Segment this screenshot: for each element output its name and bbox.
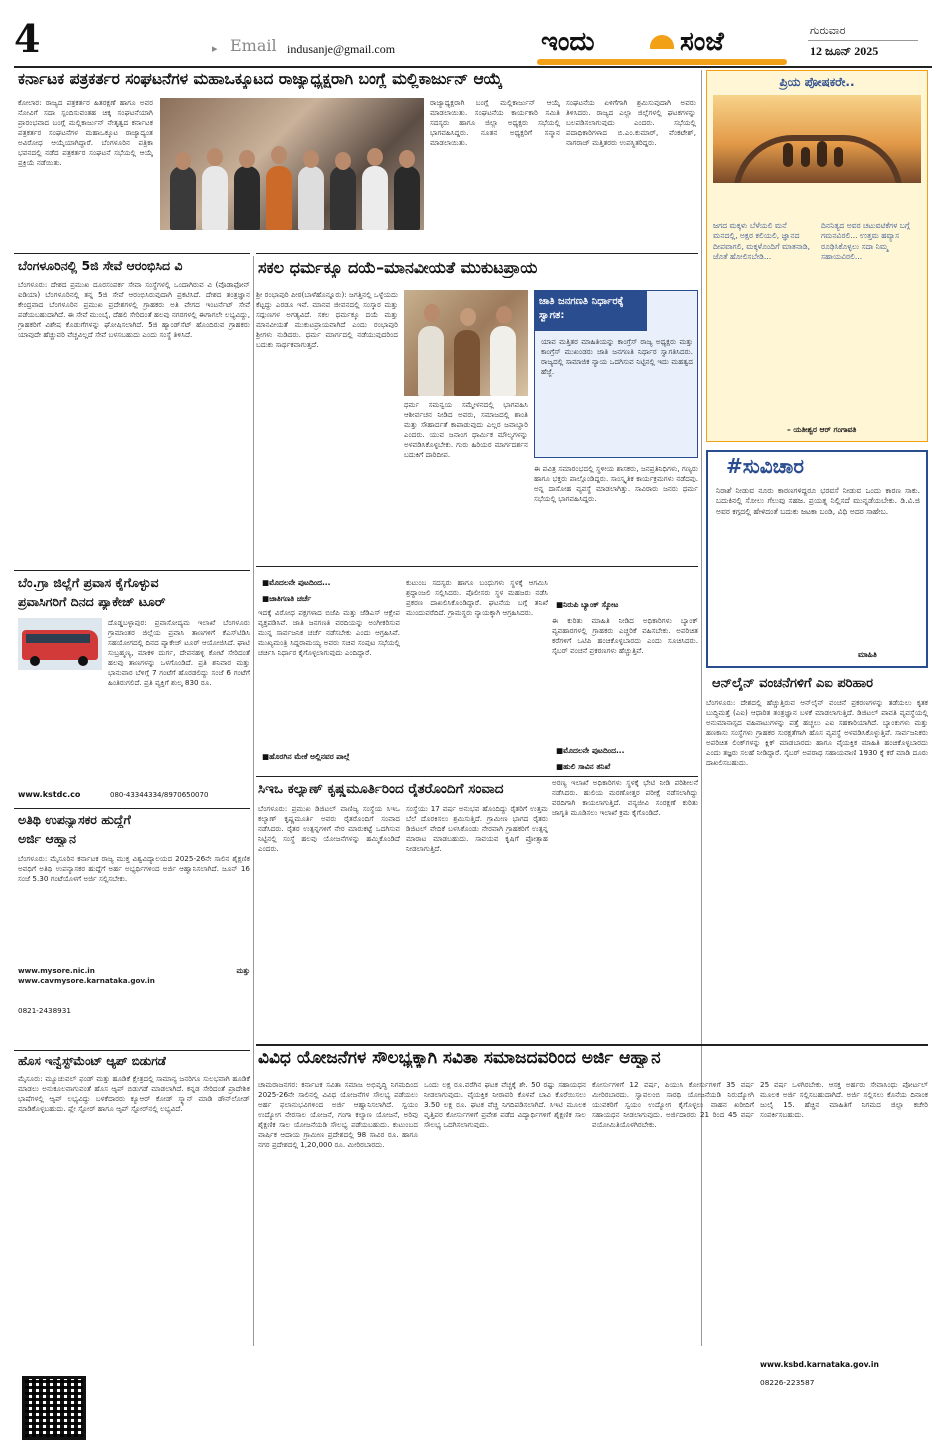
suvichara-text: ನಿರಾಶೆ ನೀಡುವ ನೂರು ಕಾರಣಗಳಿದ್ದರೂ ಭರವಸೆ ನೀಡುವ ಒಂದು ಕಾರಣ ಸಾಕು. ಬದುಕಿನಲ್ಲಿ ಸೋಲು ಗೆಲುವು ಸಹಜ. ಪ್ರಯತ್ನ ನಿಲ್ಲಿಸದೆ ಮುನ್ನಡೆಯಬೇಕು. ಡಿ.ವಿ.ಜಿ ಅವರ ಕಗ್ಗದಲ್ಲಿ ಹೇಳಿದಂತೆ ಬದುಕು ಜಟಕಾ ಬಂಡಿ, ವಿಧಿ ಅದರ ಸಾಹೇಬ. xyxy=(716,486,920,516)
masthead-rule xyxy=(14,66,932,68)
sun-icon xyxy=(650,35,674,49)
mid-text-c: ಈ ಕುರಿತು ಮಾಹಿತಿ ನೀಡಿದ ಅಧಿಕಾರಿಗಳು ಬ್ಯಾಂಕ್ ವ್ಯವಹಾರಗಳಲ್ಲಿ ಗ್ರಾಹಕರು ಎಚ್ಚರಿಕೆ ವಹಿಸಬೇಕು. ಅಪರಿಚಿತ ಕರೆಗಳಿಗೆ ಒಟಿಪಿ ಹಂಚಿಕೊಳ್ಳಬಾರದು ಎಂದು ಸೂಚಿಸಿದರು. ಸೈಬರ್ ವಂಚನೆ ಪ್ರಕರಣಗಳು ಹೆಚ್ಚುತ್ತಿವೆ. xyxy=(552,616,698,655)
5g-body: ಬೆಂಗಳೂರು: ದೇಶದ ಪ್ರಮುಖ ದೂರಸಂಪರ್ಕ ಸೇವಾ ಸಂಸ್ಥೆಗಳಲ್ಲಿ ಒಂದಾಗಿರುವ ವಿ (ವೊಡಾಫೋನ್ ಐಡಿಯಾ) ಬೆಂಗಳೂರಿನಲ್ಲಿ ತನ್ನ 5ಜಿ ಸೇವೆ ಆರಂಭಿಸಿರುವುದಾಗಿ ಪ್ರಕಟಿಸಿದೆ. ದೇಶದ ತಂತ್ರಜ್ಞಾನ ಕೇಂದ್ರವಾದ ಬೆಂಗಳೂರಿನ ಪ್ರಮುಖ ಪ್ರದೇಶಗಳಲ್ಲಿ ಗ್ರಾಹಕರು ಅತಿ ವೇಗದ ಇಂಟರ್ನೆಟ್ ಸೇವೆ ಪಡೆಯಬಹುದಾಗಿದೆ. ಈ ಸೇವೆ ಮುಂಬೈ, ದೆಹಲಿ ಸೇರಿದಂತೆ ಹಲವು ನಗರಗಳಲ್ಲಿ ಈಗಾಗಲೇ ಲಭ್ಯವಿದ್ದು, ಗ್ರಾಹಕರಿಗೆ ವಿಶೇಷ ಕೊಡುಗೆಗಳನ್ನು ಘೋಷಿಸಲಾಗಿದೆ. 5ಜಿ ಹ್ಯಾಂಡ್‌ಸೆಟ್ ಹೊಂದಿರುವ ಗ್ರಾಹಕರು ಯಾವುದೇ ಹೆಚ್ಚುವರಿ ವೆಚ್ಚವಿಲ್ಲದೆ ಸೇವೆ ಬಳಸಬಹುದು ಎಂದು ಸಂಸ್ಥೆ ತಿಳಿಸಿದೆ. xyxy=(18,280,250,339)
newspaper-logo xyxy=(535,27,790,67)
lecturer-headline-1: ಅತಿಥಿ ಉಪನ್ಯಾಸಕರ ಹುದ್ದೆಗೆ xyxy=(18,812,131,827)
lecturer-website[interactable]: www.mysore.nic.in ಮತ್ತು www.cavmysore.karnataka.gov.in xyxy=(18,966,250,985)
savitha-col-3: ಕೋರ್ಸುಗಳಿಗೆ 12 ವರ್ಷ, ಪಿಯುಸಿ ಕೋರ್ಸುಗಳಿಗೆ 35 ವರ್ಷ ಮೀರಿರಬಾರದು. ಸ್ವಾವಲಂಬಿ ಸಾರಥಿ ಯೋಜನೆಯಡಿ ನಿರುದ್ಯೋಗಿ ಯುವಕರಿಗೆ ಸ್ವಯಂ ಉದ್ಯೋಗ ಕೈಗೊಳ್ಳಲು ವಾಹನ ಖರೀದಿಗೆ ಸಹಾಯಧನ ನೀಡಲಾಗುವುದು. ಅರ್ಜಿದಾರರು 21 ರಿಂದ 45 ವರ್ಷ ವಯೋಮಿತಿಯೊಳಗಿರಬೇಕು. xyxy=(592,1080,754,1129)
section-label-f: ■ ಹುಲಿ ಸಾವಿನ ತನಿಖೆ xyxy=(552,762,614,772)
tour-phone: 080-43344334/8970650070 xyxy=(110,791,209,799)
fraud-headline: ಆನ್‌ಲೈನ್ ವಂಚನೆಗಳಿಗೆ ಎಐ ಪರಿಹಾರ xyxy=(712,676,873,691)
fraud-body: ಬೆಂಗಳೂರು: ದೇಶದಲ್ಲಿ ಹೆಚ್ಚುತ್ತಿರುವ ಆನ್‌ಲೈನ್ ವಂಚನೆ ಪ್ರಕರಣಗಳನ್ನು ತಡೆಯಲು ಕೃತಕ ಬುದ್ಧಿಮತ್ತೆ (ಎಐ) ಆಧಾರಿತ ತಂತ್ರಜ್ಞಾನ ಬಳಕೆ ಮಾಡಲಾಗುತ್ತಿದೆ. ಡಿಜಿಟಲ್ ಪಾವತಿ ವ್ಯವಸ್ಥೆಯಲ್ಲಿ ಅನುಮಾನಾಸ್ಪದ ವಹಿವಾಟುಗಳನ್ನು ಪತ್ತೆ ಹಚ್ಚಲು ಎಐ ಸಹಕಾರಿಯಾಗಿದೆ. ಬ್ಯಾಂಕುಗಳು ಮತ್ತು ಹಣಕಾಸು ಸಂಸ್ಥೆಗಳು ಗ್ರಾಹಕರ ಸುರಕ್ಷತೆಗಾಗಿ ಹೊಸ ವ್ಯವಸ್ಥೆ ಅಳವಡಿಸಿಕೊಳ್ಳುತ್ತಿವೆ. ಸಾರ್ವಜನಿಕರು ಅಪರಿಚಿತ ಲಿಂಕ್‌ಗಳನ್ನು ಕ್ಲಿಕ್ ಮಾಡಬಾರದು ಹಾಗೂ ವೈಯಕ್ತಿಕ ಮಾಹಿತಿ ಹಂಚಿಕೊಳ್ಳಬಾರದು ಎಂದು ತಜ್ಞರು ಸಲಹೆ ನೀಡಿದ್ದಾರೆ. ಸೈಬರ್ ಅಪರಾಧ ಸಹಾಯವಾಣಿ 1930 ಕ್ಕೆ ಕರೆ ಮಾಡಿ ದೂರು ದಾಖಲಿಸಬಹುದು. xyxy=(706,698,928,767)
dharma-col-2: ಧರ್ಮ ಸಮನ್ವಯ ಸಮ್ಮೇಳನದಲ್ಲಿ ಭಾಗವಹಿಸಿ ಆಶೀರ್ವಚನ ನೀಡಿದ ಅವರು, ಸಮಾಜದಲ್ಲಿ ಶಾಂತಿ ಮತ್ತು ಸೌಹಾರ್ದತೆ ಕಾಪಾಡುವುದು ಎಲ್ಲರ ಜವಾಬ್ದಾರಿ ಎಂದರು. ಯುವ ಜನಾಂಗ ಧಾರ್ಮಿಕ ಮೌಲ್ಯಗಳನ್ನು ಅಳವಡಿಸಿಕೊಳ್ಳಬೇಕು. ಗುರು ಹಿರಿಯರ ಮಾರ್ಗದರ್ಶನ ಬದುಕಿಗೆ ದಾರಿದೀಪ. xyxy=(404,400,528,459)
lead-headline: ಕರ್ನಾಟಕ ಪತ್ರಕರ್ತರ ಸಂಘಟನೆಗಳ ಮಹಾಒಕ್ಕೂಟದ ರಾಜ್ಯಾಧ್ಯಕ್ಷರಾಗಿ ಬಂಗ್ಲೆ ಮಲ್ಲಿಕಾರ್ಜುನ್ ಆಯ್ಕೆ xyxy=(18,70,503,88)
savitha-website[interactable]: www.ksbd.karnataka.gov.in xyxy=(760,1360,879,1369)
bus-image xyxy=(18,618,102,670)
app-body-top: ಮೈಸೂರು: ಮ್ಯೂಚುವಲ್ ಫಂಡ್ ಮತ್ತು ಹೂಡಿಕೆ ಕ್ಷೇತ್ರದಲ್ಲಿ ಸಾಮಾನ್ಯ ಜನರಿಗೂ ಸುಲಭವಾಗಿ ಹೂಡಿಕೆ ಮಾಡಲು ಅನುಕೂಲವಾಗುವಂತೆ ಹೊಸ ಆ್ಯಪ್ ಬಿಡುಗಡೆ ಮಾಡಲಾಗಿದೆ. ಕನ್ನಡ ಸೇರಿದಂತೆ ಪ್ರಾದೇಶಿಕ ಭಾಷೆಗಳಲ್ಲಿ ಆ್ಯಪ್ ಲಭ್ಯವಿದ್ದು ಬಳಕೆದಾರರು ಕ್ಯೂಆರ್ ಕೋಡ್ ಸ್ಕ್ಯಾನ್ ಮಾಡಿ ಡೌನ್‌ಲೋಡ್ ಮಾಡಿಕೊಳ್ಳಬಹುದು. ಪ್ಲೇ ಸ್ಟೋರ್ ಹಾಗೂ ಆ್ಯಪ್ ಸ್ಟೋರ್‌ನಲ್ಲಿ ಲಭ್ಯವಿದೆ. xyxy=(18,1074,250,1113)
savitha-col-4: 25 ವರ್ಷ ಒಳಗಿರಬೇಕು. ಆಸಕ್ತ ಅರ್ಹರು ಸೇವಾಸಿಂಧು ಪೋರ್ಟಲ್ ಮೂಲಕ ಅರ್ಜಿ ಸಲ್ಲಿಸಬಹುದಾಗಿದೆ. ಅರ್ಜಿ ಸಲ್ಲಿಸಲು ಕೊನೆಯ ದಿನಾಂಕ ಜುಲೈ 15. ಹೆಚ್ಚಿನ ಮಾಹಿತಿಗೆ ನಿಗಮದ ಜಿಲ್ಲಾ ಕಚೇರಿ ಸಂಪರ್ಕಿಸಬಹುದು. xyxy=(760,1080,928,1119)
suvichara-title: #ಸುವಿಚಾರ xyxy=(726,454,804,478)
dharma-headline: ಸಕಲ ಧರ್ಮಕ್ಕೂ ದಯೆ–ಮಾನವೀಯತೆ ಮುಕುಟಪ್ರಾಯ xyxy=(258,258,538,277)
section-label-a: ■ ಮೊದಲನೇ ಪುಟದಿಂದ... xyxy=(258,578,335,588)
savitha-phone: 08226-223587 xyxy=(760,1378,815,1387)
lecturer-phone: 0821-2438931 xyxy=(18,1006,71,1015)
panel-title: ಪ್ರಿಯ ಪೋಷಕರೇ.. xyxy=(779,75,855,89)
app-headline: ಹೊಸ ಇನ್ವೆಸ್ಟ್‌ಮೆಂಟ್ ಆ್ಯಪ್ ಬಿಡುಗಡೆ xyxy=(18,1054,166,1068)
lead-col-1: ಕೋಲಾರ: ರಾಜ್ಯದ ಪತ್ರಕರ್ತರ ಹಿತರಕ್ಷಣೆ ಹಾಗೂ ಅವರ ನೋವಿಗೆ ಸದಾ ಸ್ಪಂದಿಸುವಂತಹ ಚಿಕ್ಕ ಸಂಘಟನೆಯಾಗಿ ಪ್ರಾರಂಭವಾದ ಬಂಗ್ಲೆ ಮಲ್ಲಿಕಾರ್ಜುನ್ ನೇತೃತ್ವದ ಕರ್ನಾಟಕ ಪತ್ರಕರ್ತರ ಸಂಘಟನೆಗಳ ಮಹಾಒಕ್ಕೂಟ ರಾಜ್ಯಾದ್ಯಂತ ಅವಿರೋಧ ಆಯ್ಕೆಯಾಗಿದ್ದಾರೆ. ಬೆಂಗಳೂರಿನ ಪತ್ರಿಕಾ ಭವನದಲ್ಲಿ ನಡೆದ ಪತ್ರಕರ್ತರ ಸಂಘಟನೆ ಸಭೆಯಲ್ಲಿ ಆಯ್ಕೆ ಪ್ರಕ್ರಿಯೆ ನಡೆಯಿತು. xyxy=(18,98,153,167)
caste-census-box xyxy=(534,290,698,458)
caste-census-title: ಜಾತಿ ಜನಗಣತಿ ನಿರ್ಧಾರಕ್ಕೆ ಸ್ವಾಗತ: xyxy=(535,291,647,331)
panel-footer: – ಯತೀಶ್ವರ ಆರ್ ಗಂಗಾವತಿ xyxy=(787,425,857,434)
lecturer-body: ಬೆಂಗಳೂರು: ಮೈಸೂರಿನ ಕರ್ನಾಟಕ ರಾಜ್ಯ ಮುಕ್ತ ವಿಶ್ವವಿದ್ಯಾಲಯದ 2025-26ನೇ ಸಾಲಿನ ಶೈಕ್ಷಣಿಕ ಅವಧಿಗೆ ಅತಿಥಿ ಉಪನ್ಯಾಸಕರ ಹುದ್ದೆಗೆ ಅರ್ಹ ಅಭ್ಯರ್ಥಿಗಳಿಂದ ಅರ್ಜಿ ಆಹ್ವಾನಿಸಲಾಗಿದೆ. ಜೂನ್ 16 ಸಂಜೆ 5.30 ಗಂಟೆಯೊಳಗೆ ಅರ್ಜಿ ಸಲ್ಲಿಸಬೇಕು. xyxy=(18,854,250,883)
tour-headline-2: ಪ್ರವಾಸಿಗರಿಗೆ ದಿನದ ಪ್ಯಾಕೇಜ್ ಟೂರ್ xyxy=(18,594,166,609)
mid-text-a: ಇದಕ್ಕೆ ವಿರೋಧ ಪಕ್ಷಗಳಾದ ಬಿಜೆಪಿ ಮತ್ತು ಜೆಡಿಎಸ್ ಆಕ್ಷೇಪ ವ್ಯಕ್ತಪಡಿಸಿವೆ. ಜಾತಿ ಜನಗಣತಿ ವರದಿಯನ್ನು ಅಂಗೀಕರಿಸುವ ಮುನ್ನ ಸಾರ್ವಜನಿಕ ಚರ್ಚೆ ನಡೆಸಬೇಕು ಎಂದು ಆಗ್ರಹಿಸಿವೆ. ಮುಖ್ಯಮಂತ್ರಿ ಸಿದ್ದರಾಮಯ್ಯ ಅವರು ಸಚಿವ ಸಂಪುಟ ಸಭೆಯಲ್ಲಿ ಚರ್ಚಿಸಿ ನಿರ್ಧಾರ ಕೈಗೊಳ್ಳಲಾಗುವುದು ಎಂದಿದ್ದಾರೆ. xyxy=(258,608,400,657)
ceo-col-2: ಸಂಸ್ಥೆಯು 17 ವರ್ಷ ಅನುಭವ ಹೊಂದಿದ್ದು ರೈತರಿಗೆ ಉತ್ತಮ ಬೆಲೆ ದೊರಕಿಸಲು ಶ್ರಮಿಸುತ್ತಿದೆ. ಗ್ರಾಮೀಣ ಭಾಗದ ರೈತರು ಡಿಜಿಟಲ್ ವೇದಿಕೆ ಬಳಸಿಕೊಂಡು ನೇರವಾಗಿ ಗ್ರಾಹಕರಿಗೆ ಉತ್ಪನ್ನ ಮಾರಾಟ ಮಾಡಬಹುದು. ಸಾವಯವ ಕೃಷಿಗೆ ಪ್ರೋತ್ಸಾಹ ನೀಡಲಾಗುತ್ತಿದೆ. xyxy=(406,804,548,853)
dharma-photo xyxy=(404,290,528,396)
logo-text-right: ಸಂಜೆ xyxy=(680,27,724,57)
savitha-col-2: ಒಂದು ಲಕ್ಷ ರೂ.ವರೆಗಿನ ಘಟಕ ವೆಚ್ಚಕ್ಕೆ ಶೇ. 50 ರಷ್ಟು ಸಹಾಯಧನ ನೀಡಲಾಗುವುದು. ವೈಯಕ್ತಿಕ ನೀರಾವರಿ ಕೊಳವೆ ಬಾವಿ ಕೊರೆಯಿಸಲು 3.50 ಲಕ್ಷ ರೂ. ಘಟಕ ವೆಚ್ಚ ನಿಗದಿಪಡಿಸಲಾಗಿದೆ. ಸಿಇಟಿ ಮೂಲಕ ವೃತ್ತಿಪರ ಕೋರ್ಸುಗಳಿಗೆ ಪ್ರವೇಶ ಪಡೆದ ವಿದ್ಯಾರ್ಥಿಗಳಿಗೆ ಶೈಕ್ಷಣಿಕ ಸಾಲ ಸೌಲಭ್ಯ ಒದಗಿಸಲಾಗುವುದು. xyxy=(424,1080,586,1129)
lead-photo xyxy=(160,98,424,230)
logo-text-left: ಇಂದು xyxy=(541,27,595,57)
panel-right-col: ದಿನನಿತ್ಯದ ಅವರ ಚಟುವಟಿಕೆಗಳ ಬಗ್ಗೆ ಗಮನವಿರಲಿ... ಉತ್ತಮ ಹವ್ಯಾಸ ರೂಢಿಸಿಕೊಳ್ಳಲು ಸದಾ ನಿಮ್ಮ ಸಹಾಯವಿರಲಿ... xyxy=(821,221,910,262)
savitha-headline: ವಿವಿಧ ಯೋಜನೆಗಳ ಸೌಲಭ್ಯಕ್ಕಾಗಿ ಸವಿತಾ ಸಮಾಜದವರಿಂದ ಅರ್ಜಿ ಆಹ್ವಾನ xyxy=(258,1048,661,1068)
dharma-col-3: ಈ ಪವಿತ್ರ ಸಮಾರಂಭದಲ್ಲಿ ಸ್ಥಳೀಯ ಶಾಸಕರು, ಜನಪ್ರತಿನಿಧಿಗಳು, ಗಣ್ಯರು ಹಾಗೂ ಭಕ್ತರು ಪಾಲ್ಗೊಂಡಿದ್ದರು. ಸಾಂಸ್ಕೃತಿಕ ಕಾರ್ಯಕ್ರಮಗಳು ನಡೆದವು. ಅನ್ನ ದಾಸೋಹ ವ್ಯವಸ್ಥೆ ಮಾಡಲಾಗಿತ್ತು. ಸಾವಿರಾರು ಜನರು ಧರ್ಮ ಸಭೆಯಲ್ಲಿ ಭಾಗವಹಿಸಿದ್ದರು. xyxy=(534,464,698,503)
date-label: 12 ಜೂನ್ 2025 xyxy=(810,44,879,58)
lead-col-2: ರಾಜ್ಯಾಧ್ಯಕ್ಷರಾಗಿ ಬಂಗ್ಲೆ ಮಲ್ಲಿಕಾರ್ಜುನ್ ಆಯ್ಕೆ ಮಾಡಲಾಯಿತು. ಸಂಘಟನೆಯ ಕಾರ್ಯಕಾರಿ ಸಮಿತಿ ಸದಸ್ಯರು ಹಾಗೂ ಜಿಲ್ಲಾ ಅಧ್ಯಕ್ಷರು ಸಭೆಯಲ್ಲಿ ಭಾಗವಹಿಸಿದ್ದರು. ನೂತನ ಅಧ್ಯಕ್ಷರಿಗೆ ಸನ್ಮಾನ ಮಾಡಲಾಯಿತು. xyxy=(430,98,560,147)
panel-sunset-image xyxy=(713,95,921,183)
lead-col-3: ಸಂಘಟನೆಯ ಏಳಿಗೆಗಾಗಿ ಶ್ರಮಿಸುವುದಾಗಿ ಅವರು ತಿಳಿಸಿದರು. ರಾಜ್ಯದ ಎಲ್ಲಾ ಜಿಲ್ಲೆಗಳಲ್ಲಿ ಘಟಕಗಳನ್ನು ಬಲಪಡಿಸಲಾಗುವುದು ಎಂದರು. ಸಭೆಯಲ್ಲಿ ಪದಾಧಿಕಾರಿಗಳಾದ ಬಿ.ಎಂ.ಕುಮಾರ್, ವೆಂಕಟೇಶ್, ನಾಗರಾಜ್ ಮತ್ತಿತರರು ಉಪಸ್ಥಿತರಿದ್ದರು. xyxy=(566,98,696,147)
tour-body: ದೊಡ್ಡಬಳ್ಳಾಪುರ: ಪ್ರವಾಸೋದ್ಯಮ ಇಲಾಖೆ ಬೆಂಗಳೂರು ಗ್ರಾಮಾಂತರ ಜಿಲ್ಲೆಯ ಪ್ರವಾಸಿ ತಾಣಗಳಿಗೆ ಕೆಎಸ್‌ಟಿಡಿಸಿ ಸಹಯೋಗದಲ್ಲಿ ದಿನದ ಪ್ಯಾಕೇಜ್ ಟೂರ್ ಆಯೋಜಿಸಿದೆ. ಘಾಟಿ ಸುಬ್ರಹ್ಮಣ್ಯ, ಮಾಕಳಿ ದುರ್ಗ, ದೇವನಹಳ್ಳಿ ಕೋಟೆ ಸೇರಿದಂತೆ ಹಲವು ತಾಣಗಳನ್ನು ಒಳಗೊಂಡಿದೆ. ಪ್ರತಿ ಶನಿವಾರ ಮತ್ತು ಭಾನುವಾರ ಬೆಳಿಗ್ಗೆ 7 ಗಂಟೆಗೆ ಹೊರಡಲಿದ್ದು ಸಂಜೆ 6 ಗಂಟೆಗೆ ಹಿಂತಿರುಗಲಿದೆ. ಪ್ರತಿ ವ್ಯಕ್ತಿಗೆ ಶುಲ್ಕ 830 ರೂ. xyxy=(108,618,250,687)
mid-text-d: ಅರಣ್ಯ ಇಲಾಖೆ ಅಧಿಕಾರಿಗಳು ಸ್ಥಳಕ್ಕೆ ಭೇಟಿ ನೀಡಿ ಪರಿಶೀಲನೆ ನಡೆಸಿದರು. ಹುಲಿಯ ಮರಣೋತ್ತರ ಪರೀಕ್ಷೆ ನಡೆಸಲಾಗಿದ್ದು ವರದಿಗಾಗಿ ಕಾಯಲಾಗುತ್ತಿದೆ. ವನ್ಯಜೀವಿ ಸಂರಕ್ಷಣೆ ಕುರಿತು ಜಾಗೃತಿ ಮೂಡಿಸಲು ಇಲಾಖೆ ಕ್ರಮ ಕೈಗೊಂಡಿದೆ. xyxy=(552,778,698,817)
section-label-c: ■ ಹೊರಗಿನ ಮೇಕೆ ಅಲ್ಲಿನವರ ಪಾಲ್ಗೆ xyxy=(258,752,353,762)
page-number: 4 xyxy=(14,16,41,61)
section-label-b: ■ ಜಾತಿಗಣತಿ ಚರ್ಚೆ xyxy=(258,594,315,604)
ceo-headline: ಸಿಇಒ ಕಲ್ಯಾಣ್ ಕೃಷ್ಣಮೂರ್ತಿರಿಂದ ರೈತರೊಂದಿಗೆ ಸಂವಾದ xyxy=(258,781,504,797)
ceo-col-1: ಬೆಂಗಳೂರು: ಪ್ರಮುಖ ಡಿಜಿಟಲ್ ವಾಣಿಜ್ಯ ಸಂಸ್ಥೆಯ ಸಿಇಒ ಕಲ್ಯಾಣ್ ಕೃಷ್ಣಮೂರ್ತಿ ಅವರು ರೈತರೊಂದಿಗೆ ಸಂವಾದ ನಡೆಸಿದರು. ರೈತರ ಉತ್ಪನ್ನಗಳಿಗೆ ನೇರ ಮಾರುಕಟ್ಟೆ ಒದಗಿಸುವ ನಿಟ್ಟಿನಲ್ಲಿ ಸಂಸ್ಥೆ ಹಲವು ಯೋಜನೆಗಳನ್ನು ಹಮ್ಮಿಕೊಂಡಿದೆ ಎಂದರು. xyxy=(258,804,400,853)
tour-website[interactable]: www.kstdc.co xyxy=(18,790,81,799)
savitha-col-1: ಚಾಮರಾಜನಗರ: ಕರ್ನಾಟಕ ಸವಿತಾ ಸಮಾಜ ಅಭಿವೃದ್ಧಿ ನಿಗಮದಿಂದ 2025-26ನೇ ಸಾಲಿನಲ್ಲಿ ವಿವಿಧ ಯೋಜನೆಗಳ ಸೌಲಭ್ಯ ಪಡೆಯಲು ಅರ್ಹ ಫಲಾನುಭವಿಗಳಿಂದ ಅರ್ಜಿ ಆಹ್ವಾನಿಸಲಾಗಿದೆ. ಸ್ವಯಂ ಉದ್ಯೋಗ ನೇರಸಾಲ ಯೋಜನೆ, ಗಂಗಾ ಕಲ್ಯಾಣ ಯೋಜನೆ, ಅರಿವು ಶೈಕ್ಷಣಿಕ ಸಾಲ ಯೋಜನೆಯಡಿ ಸೌಲಭ್ಯ ಪಡೆಯಬಹುದು. ಕುಟುಂಬದ ವಾರ್ಷಿಕ ಆದಾಯ ಗ್ರಾಮೀಣ ಪ್ರದೇಶದಲ್ಲಿ 98 ಸಾವಿರ ರೂ. ಹಾಗೂ ನಗರ ಪ್ರದೇಶದಲ್ಲಿ 1,20,000 ರೂ. ಮೀರಿರಬಾರದು. xyxy=(258,1080,418,1149)
masthead xyxy=(0,0,945,66)
section-label-e: ■ ಮೊದಲನೇ ಪುಟದಿಂದ... xyxy=(552,746,629,756)
section-label-d: ■ ನಿರುಪಿ ಬ್ಯಾಂಕ್ ಸ್ಕೋಟ xyxy=(552,600,622,610)
email-label: Email xyxy=(230,36,277,55)
caste-census-text: ಯಾವ ಮತ್ತಿತರ ಮಾಹಿತಿಯನ್ನು ಕಾಂಗ್ರೆಸ್ ರಾಜ್ಯ ಅಧ್ಯಕ್ಷರು ಮತ್ತು ಕಾಂಗ್ರೆಸ್ ಮುಖಂಡರು ಜಾತಿ ಜನಗಣತಿ ನಿರ್ಧಾರ ಸ್ವಾಗತಿಸಿದರು. ರಾಜ್ಯದಲ್ಲಿ ಸಾಮಾಜಿಕ ನ್ಯಾಯ ಒದಗಿಸುವ ನಿಟ್ಟಿನಲ್ಲಿ ಇದು ಮಹತ್ವದ ಹೆಜ್ಜೆ. xyxy=(541,337,693,376)
dharma-col-1: ಶ್ರೀ ರಂಭಾಪುರಿ ಪೀಠ(ಬಾಳೆಹೊನ್ನೂರು): ಜಗತ್ತಿನಲ್ಲಿ ಒಳ್ಳೆಯದು ಕೆಟ್ಟದ್ದು ಎರಡೂ ಇವೆ. ಮಾನವ ಜೀವನದಲ್ಲಿ ಸಂಸ್ಕಾರ ಮತ್ತು ಸದ್ಗುಣಗಳ ಅಗತ್ಯವಿದೆ. ಸಕಲ ಧರ್ಮಕ್ಕೂ ದಯೆ ಮತ್ತು ಮಾನವೀಯತೆ ಮುಕುಟಪ್ರಾಯವಾಗಿದೆ ಎಂದು ರಂಭಾಪುರಿ ಶ್ರೀಗಳು ನುಡಿದರು. ಧರ್ಮ ಮಾರ್ಗದಲ್ಲಿ ನಡೆಯುವುದರಿಂದ ಬದುಕು ಸಾರ್ಥಕವಾಗುತ್ತದೆ. xyxy=(256,290,398,349)
mid-text-b: ಕುಟುಂಬ ಸದಸ್ಯರು ಹಾಗೂ ಬಂಧುಗಳು ಸ್ಥಳಕ್ಕೆ ಆಗಮಿಸಿ ಶ್ರದ್ಧಾಂಜಲಿ ಸಲ್ಲಿಸಿದರು. ಪೊಲೀಸರು ಸ್ಥಳ ಮಹಜರು ನಡೆಸಿ ಪ್ರಕರಣ ದಾಖಲಿಸಿಕೊಂಡಿದ್ದಾರೆ. ಘಟನೆಯ ಬಗ್ಗೆ ತನಿಖೆ ಮುಂದುವರೆದಿದೆ. ಗ್ರಾಮಸ್ಥರು ನ್ಯಾಯಕ್ಕಾಗಿ ಆಗ್ರಹಿಸಿದರು. xyxy=(406,578,548,617)
logo-swoosh xyxy=(537,59,787,65)
5g-headline: ಬೆಂಗಳೂರಿನಲ್ಲಿ 5ಜಿ ಸೇವೆ ಆರಂಭಿಸಿದ ವಿ xyxy=(18,258,183,273)
qr-code-icon[interactable] xyxy=(22,1376,86,1440)
suvichara-box xyxy=(706,450,928,668)
day-label: ಗುರುವಾರ xyxy=(810,24,846,37)
tour-headline-1: ಬೆಂ.ಗ್ರಾ ಜಿಲ್ಲೆಗೆ ಪ್ರವಾಸ ಕೈಗೊಳ್ಳುವ xyxy=(18,575,159,590)
parents-panel xyxy=(706,70,928,442)
suvichara-tag: ಮಾಹಿತಿ xyxy=(858,650,877,659)
email-arrow-icon: ▸ xyxy=(212,42,218,55)
panel-left-col: ಜಗದ ಮಕ್ಕಳು ಬೆಳೆಯಲಿ ಮನೆ ಮನದಲ್ಲಿ, ಅಕ್ಷರ ಕಲಿಯಲಿ, ಜ್ಞಾನದ ದೀಪವಾಗಲಿ, ಮಕ್ಕಳೊಂದಿಗೆ ಮಾತನಾಡಿ, ಜೊತೆ ಹೋಲಿಸಬೇಡಿ... xyxy=(713,221,811,262)
email-value: indusanje@gmail.com xyxy=(287,42,396,56)
lecturer-headline-2: ಅರ್ಜಿ ಆಹ್ವಾನ xyxy=(18,831,76,846)
